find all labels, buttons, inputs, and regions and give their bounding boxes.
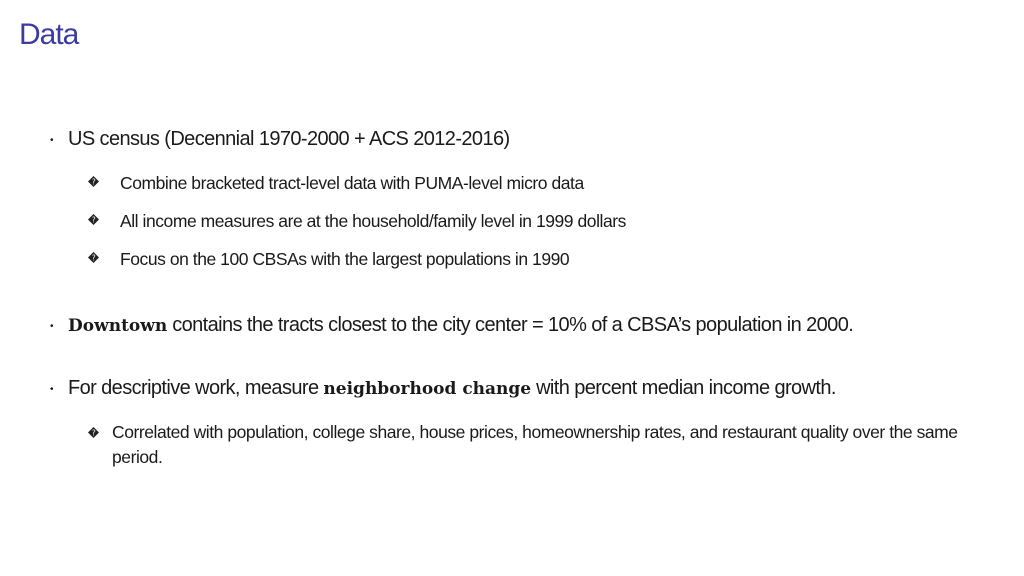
slide-title: Data (19, 18, 79, 51)
sub-bullet-text: Combine bracketed tract-level data with PUMA-level micro data (120, 173, 584, 193)
diamond-question-icon (88, 176, 99, 187)
bullet-text-before: For descriptive work, measure (68, 377, 324, 399)
svg-text:?: ? (91, 215, 96, 225)
bullet-text: US census (Decennial 1970-2000 + ACS 2012-2016) (68, 128, 510, 150)
diamond-question-icon (88, 214, 99, 225)
diamond-question-icon (88, 252, 99, 263)
bullet-text-after: with percent median income growth. (531, 377, 836, 399)
bullet-dot: • (50, 321, 53, 332)
bullet-text (68, 377, 836, 400)
svg-text:?: ? (91, 253, 96, 263)
sub-bullet-text: Focus on the 100 CBSAs with the largest populations in 1990 (120, 249, 570, 269)
svg-text:?: ? (91, 177, 96, 187)
diamond-question-icon (88, 427, 99, 438)
svg-text:?: ? (91, 428, 96, 438)
sub-bullet-text: All income measures are at the household/family level in 1999 dollars (120, 211, 626, 231)
bullet-text-rest: contains the tracts closest to the city center = 10% of a CBSA’s population in 2000. (167, 314, 854, 336)
bullet-dot: • (50, 135, 53, 146)
bold-term-neighborhood-change: neighborhood change (323, 379, 532, 399)
bullet-text (68, 314, 853, 337)
sub-bullet-text: Correlated with population, college share, house prices, homeownership rates, and restaurant quality over the same period. (112, 422, 958, 467)
bold-term-downtown: Downtown (68, 316, 168, 336)
bullet-dot: • (50, 384, 53, 395)
